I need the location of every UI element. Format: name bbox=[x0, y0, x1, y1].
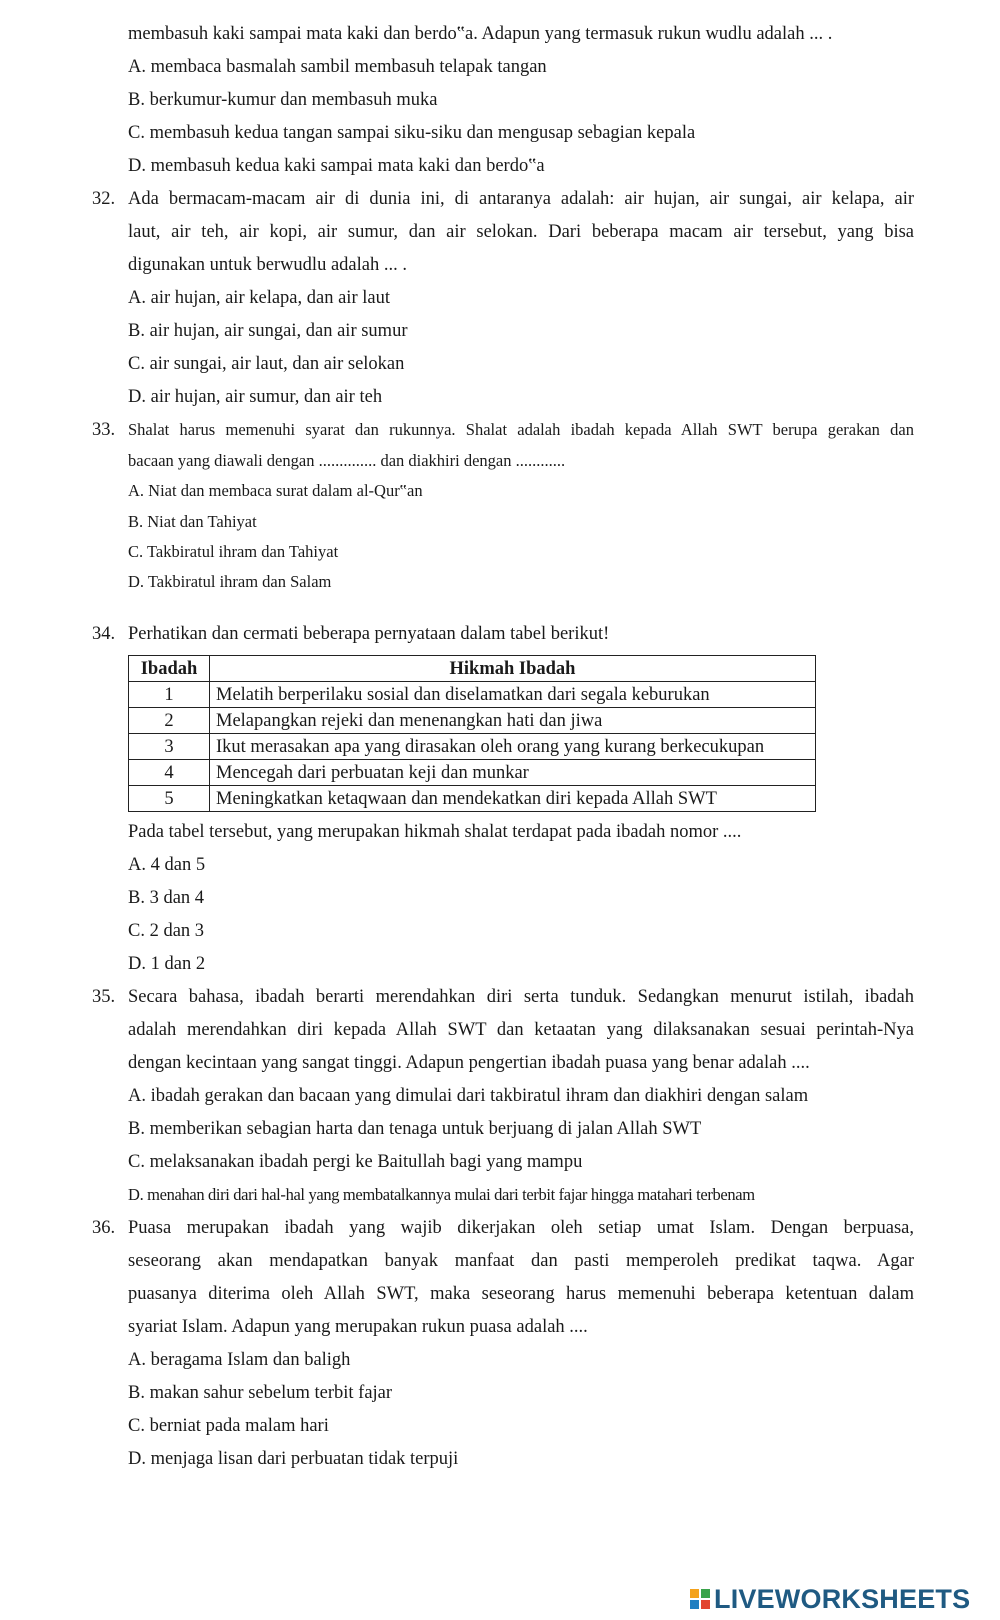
table-header-ibadah: Ibadah bbox=[129, 656, 210, 682]
q32-option-b[interactable]: B. air hujan, air sungai, dan air sumur bbox=[128, 321, 408, 341]
q34-option-d[interactable]: D. 1 dan 2 bbox=[128, 954, 206, 974]
q35-option-d[interactable]: D. menahan diri dari hal-hal yang membatalkannya mulai dari terbit fajar hingga matahari terbenam bbox=[128, 1185, 755, 1204]
table-row bbox=[129, 760, 816, 786]
q31-option-a[interactable]: A. membaca basmalah sambil membasuh telapak tangan bbox=[128, 57, 547, 77]
q32-text-line: digunakan untuk berwudlu adalah ... . bbox=[128, 255, 407, 275]
table-cell-hikmah: Mencegah dari perbuatan keji dan munkar bbox=[210, 760, 816, 786]
q34-intro: Perhatikan dan cermati beberapa pernyataan dalam tabel berikut! bbox=[128, 624, 610, 644]
table-cell-hikmah: Melapangkan rejeki dan menenangkan hati dan jiwa bbox=[210, 708, 816, 734]
q34-option-a[interactable]: A. 4 dan 5 bbox=[128, 855, 206, 875]
table-row bbox=[129, 708, 816, 734]
table-cell-number: 1 bbox=[129, 682, 210, 708]
q35-option-b[interactable]: B. memberikan sebagian harta dan tenaga untuk berjuang di jalan Allah SWT bbox=[128, 1119, 702, 1139]
q33-option-c[interactable]: C. Takbiratul ihram dan Tahiyat bbox=[128, 542, 339, 561]
q33-option-d[interactable]: D. Takbiratul ihram dan Salam bbox=[128, 572, 332, 591]
q36-option-a[interactable]: A. beragama Islam dan baligh bbox=[128, 1350, 351, 1370]
table-header-row bbox=[129, 656, 816, 682]
table-header-hikmah: Hikmah Ibadah bbox=[210, 656, 816, 682]
liveworksheets-wordmark: LIVEWORKSHEETS bbox=[714, 1583, 971, 1614]
table-row bbox=[129, 682, 816, 708]
q31-option-b[interactable]: B. berkumur-kumur dan membasuh muka bbox=[128, 90, 438, 110]
q33-option-a[interactable]: A. Niat dan membaca surat dalam al-Qur‟an bbox=[128, 481, 423, 500]
q36-option-d[interactable]: D. menjaga lisan dari perbuatan tidak terpuji bbox=[128, 1449, 459, 1469]
q36-option-c[interactable]: C. berniat pada malam hari bbox=[128, 1416, 329, 1436]
q32-number: 32. bbox=[92, 189, 116, 209]
q35-text-line: adalah merendahkan diri kepada Allah SWT dan ketaatan yang dilaksanakan sesuai perintah-Nya bbox=[128, 1020, 914, 1040]
q35-text-line: Secara bahasa, ibadah berarti merendahkan diri serta tunduk. Sedangkan menurut istilah, ibadah bbox=[128, 987, 914, 1007]
table-cell-hikmah: Melatih berperilaku sosial dan diselamatkan dari segala keburukan bbox=[210, 682, 816, 708]
q32-option-a[interactable]: A. air hujan, air kelapa, dan air laut bbox=[128, 288, 390, 308]
q35-option-a[interactable]: A. ibadah gerakan dan bacaan yang dimulai dari takbiratul ihram dan diakhiri dengan salam bbox=[128, 1086, 809, 1106]
q31-option-c[interactable]: C. membasuh kedua tangan sampai siku-siku dan mengusap sebagian kepala bbox=[128, 123, 696, 143]
hikmah-table bbox=[128, 655, 816, 812]
q35-number: 35. bbox=[92, 987, 116, 1007]
q32-option-d[interactable]: D. air hujan, air sumur, dan air teh bbox=[128, 387, 383, 407]
table-cell-hikmah: Ikut merasakan apa yang dirasakan oleh orang yang kurang berkecukupan bbox=[210, 734, 816, 760]
q35-text-line: dengan kecintaan yang sangat tinggi. Adapun pengertian ibadah puasa yang benar adalah .... bbox=[128, 1053, 810, 1073]
table-cell-number: 5 bbox=[129, 786, 210, 812]
q36-option-b[interactable]: B. makan sahur sebelum terbit fajar bbox=[128, 1383, 393, 1403]
q34-question: Pada tabel tersebut, yang merupakan hikmah shalat terdapat pada ibadah nomor .... bbox=[128, 822, 742, 842]
table-cell-number: 4 bbox=[129, 760, 210, 786]
q34-number: 34. bbox=[92, 624, 116, 644]
q31-option-d[interactable]: D. membasuh kedua kaki sampai mata kaki dan berdo‟a bbox=[128, 156, 545, 176]
liveworksheets-logo-icon bbox=[690, 1589, 710, 1609]
table-row bbox=[129, 786, 816, 812]
q32-text-line: laut, air teh, air kopi, air sumur, dan air selokan. Dari beberapa macam air tersebut, yang bisa bbox=[128, 222, 914, 242]
q33-text-line: Shalat harus memenuhi syarat dan rukunnya. Shalat adalah ibadah kepada Allah SWT berupa gerakan dan bbox=[128, 420, 914, 439]
q36-number: 36. bbox=[92, 1218, 116, 1238]
table-cell-hikmah: Meningkatkan ketaqwaan dan mendekatkan diri kepada Allah SWT bbox=[210, 786, 816, 812]
table-row bbox=[129, 734, 816, 760]
q31-continuation: membasuh kaki sampai mata kaki dan berdo‟a. Adapun yang termasuk rukun wudlu adalah ... . bbox=[128, 24, 833, 44]
q36-text-line: puasanya diterima oleh Allah SWT, maka seseorang harus memenuhi beberapa ketentuan dalam bbox=[128, 1284, 914, 1304]
table-cell-number: 3 bbox=[129, 734, 210, 760]
q33-text-line: bacaan yang diawali dengan .............. dan diakhiri dengan ............ bbox=[128, 451, 566, 470]
q36-text-line: Puasa merupakan ibadah yang wajib dikerjakan oleh setiap umat Islam. Dengan berpuasa, bbox=[128, 1218, 914, 1238]
q35-option-c[interactable]: C. melaksanakan ibadah pergi ke Baitullah bagi yang mampu bbox=[128, 1152, 583, 1172]
q34-option-b[interactable]: B. 3 dan 4 bbox=[128, 888, 205, 908]
q33-number: 33. bbox=[92, 420, 116, 440]
q36-text-line: syariat Islam. Adapun yang merupakan rukun puasa adalah .... bbox=[128, 1317, 588, 1337]
q32-option-c[interactable]: C. air sungai, air laut, dan air selokan bbox=[128, 354, 405, 374]
q34-option-c[interactable]: C. 2 dan 3 bbox=[128, 921, 205, 941]
q36-text-line: seseorang akan mendapatkan banyak manfaat dan pasti memperoleh predikat taqwa. Agar bbox=[128, 1251, 914, 1271]
table-cell-number: 2 bbox=[129, 708, 210, 734]
liveworksheets-logo bbox=[690, 1585, 970, 1613]
q32-text-line: Ada bermacam-macam air di dunia ini, di antaranya adalah: air hujan, air sungai, air kelapa, air bbox=[128, 189, 914, 209]
q33-option-b[interactable]: B. Niat dan Tahiyat bbox=[128, 512, 257, 531]
